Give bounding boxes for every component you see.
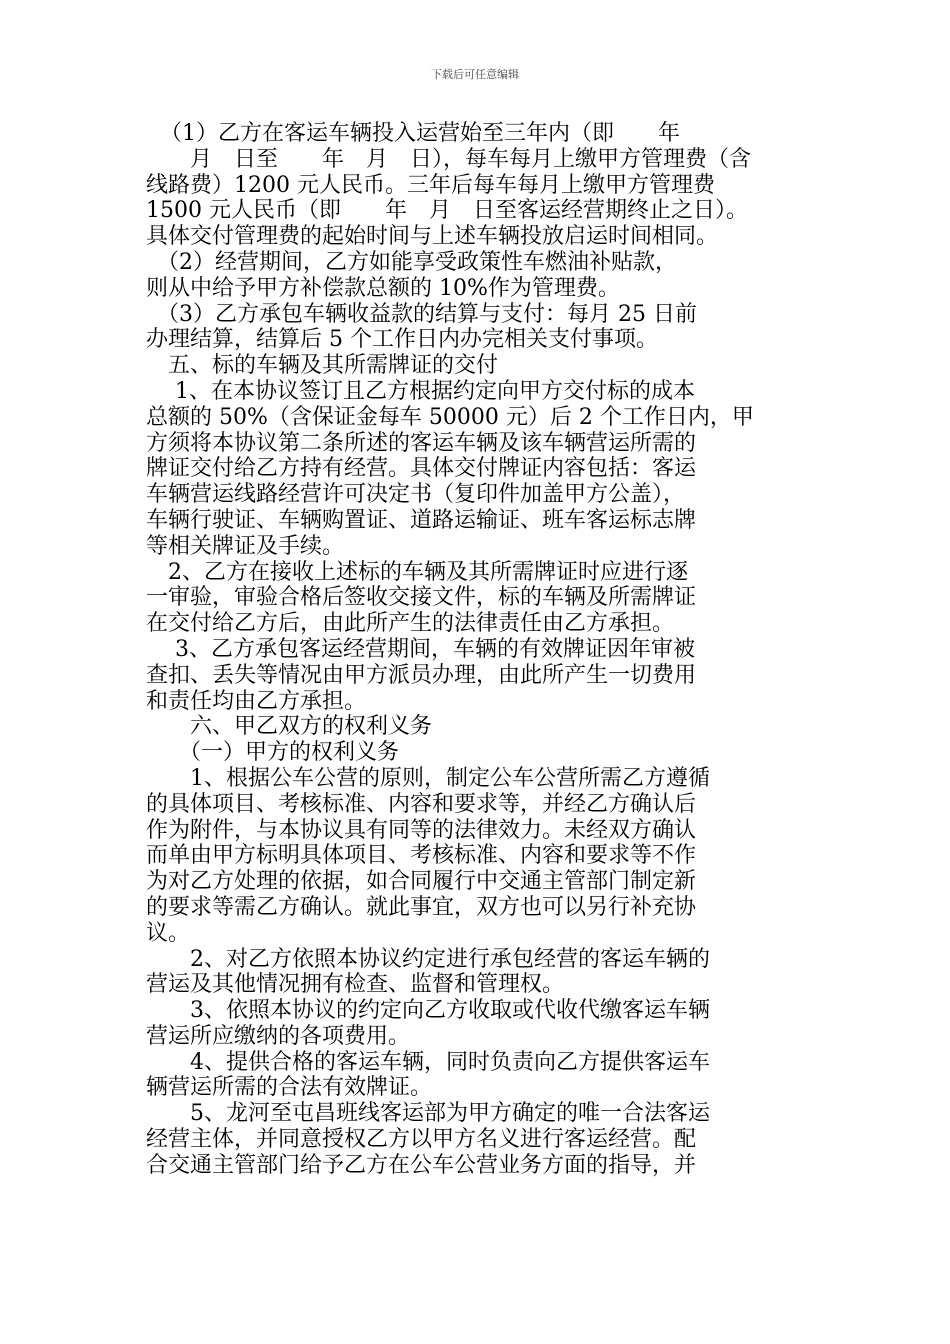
paragraph bbox=[146, 121, 810, 250]
text-line: 3、依照本协议的约定向乙方收取或代收代缴客运车辆 bbox=[146, 998, 710, 1024]
text-line: 和责任均由乙方承担。 bbox=[146, 688, 367, 714]
paragraph bbox=[146, 302, 810, 354]
text-line: 2、对乙方依照本协议约定进行承包经营的客运车辆的 bbox=[146, 946, 710, 972]
text-line: 在交付给乙方后，由此所产生的法律责任由乙方承担。 bbox=[146, 611, 675, 637]
text-line: 5、龙河至屯昌班线客运部为甲方确定的唯一合法客运 bbox=[146, 1101, 710, 1127]
text-line: 1500 元人民币（即 年 月 日至客运经营期终止之日）。 bbox=[146, 198, 748, 224]
text-line: 总额的 50%（含保证金每车 50000 元）后 2 个工作日内，甲 bbox=[146, 404, 754, 430]
text-line: 1、根据公车公营的原则，制定公车公营所需乙方遵循 bbox=[146, 765, 710, 791]
text-line: 4、提供合格的客运车辆，同时负责向乙方提供客运车 bbox=[146, 1049, 710, 1075]
text-line: （1）乙方在客运车辆投入运营始至三年内（即 年 bbox=[146, 121, 680, 146]
text-line: 五、标的车辆及其所需牌证的交付 bbox=[146, 353, 499, 379]
text-line: 六、甲乙双方的权利义务 bbox=[146, 714, 433, 740]
text-line: （3）乙方承包车辆收益款的结算与支付：每月 25 日前 bbox=[146, 301, 697, 327]
text-line: 车辆营运线路经营许可决定书（复印件加盖甲方公盖）， bbox=[146, 482, 686, 508]
paragraph bbox=[146, 379, 810, 560]
text-line: （一）甲方的权利义务 bbox=[146, 740, 400, 766]
paragraph bbox=[146, 714, 810, 740]
text-line: 辆营运所需的合法有效牌证。 bbox=[146, 1075, 433, 1101]
text-line: 为对乙方处理的依据，如合同履行中交通主管部门制定新 bbox=[146, 869, 697, 895]
text-line: 方须将本协议第二条所述的客运车辆及该车辆营运所需的 bbox=[146, 430, 697, 456]
text-line: 的要求等需乙方确认。就此事宜，双方也可以另行补充协 bbox=[146, 894, 697, 920]
text-line: 牌证交付给乙方持有经营。具体交付牌证内容包括：客运 bbox=[146, 456, 697, 482]
text-line: 线路费）1200 元人民币。三年后每车每月上缴甲方管理费 bbox=[146, 172, 715, 198]
text-line: 1、在本协议签订且乙方根据约定向甲方交付标的成本 bbox=[146, 378, 695, 404]
text-line: 月 日至 年 月 日），每车每月上缴甲方管理费（含 bbox=[146, 146, 752, 172]
text-line: 经营主体，并同意授权乙方以甲方名义进行客运经营。配 bbox=[146, 1127, 697, 1153]
paragraph bbox=[146, 250, 810, 302]
text-line: 车辆行驶证、车辆购置证、道路运输证、班车客运标志牌 bbox=[146, 507, 697, 533]
paragraph bbox=[146, 560, 810, 637]
text-line: 办理结算，结算后 5 个工作日内办完相关支付事项。 bbox=[146, 327, 658, 353]
paragraph bbox=[146, 353, 810, 379]
text-line: 2、乙方在接收上述标的车辆及其所需牌证时应进行逐 bbox=[146, 559, 688, 585]
text-line: 查扣、丢失等情况由甲方派员办理，由此所产生一切费用 bbox=[146, 662, 697, 688]
page-header: 下载后可任意编辑 bbox=[431, 68, 519, 81]
text-line: 营运所应缴纳的各项费用。 bbox=[146, 1023, 411, 1049]
paragraph bbox=[146, 998, 810, 1050]
text-line: 3、乙方承包客运经营期间，车辆的有效牌证因年审被 bbox=[146, 636, 695, 662]
paragraph bbox=[146, 637, 810, 714]
text-line: 作为附件，与本协议具有同等的法律效力。未经双方确认 bbox=[146, 817, 697, 843]
paragraph bbox=[146, 766, 810, 947]
paragraph bbox=[146, 740, 810, 766]
paragraph bbox=[146, 947, 810, 999]
text-line: 而单由甲方标明具体项目、考核标准、内容和要求等不作 bbox=[146, 843, 697, 869]
text-line: 等相关牌证及手续。 bbox=[146, 533, 345, 559]
text-line: 一审验，审验合格后签收交接文件，标的车辆及所需牌证 bbox=[146, 585, 697, 611]
paragraph bbox=[146, 1050, 810, 1102]
text-line: 的具体项目、考核标准、内容和要求等，并经乙方确认后 bbox=[146, 791, 697, 817]
text-line: 合交通主管部门给予乙方在公车公营业务方面的指导，并 bbox=[146, 1152, 697, 1178]
text-line: 具体交付管理费的起始时间与上述车辆投放启运时间相同。 bbox=[146, 224, 719, 250]
document-body bbox=[146, 121, 810, 1179]
text-line: 则从中给予甲方补偿款总额的 10%作为管理费。 bbox=[146, 275, 620, 301]
paragraph bbox=[146, 1101, 810, 1178]
text-line: 议。 bbox=[146, 920, 191, 946]
text-line: 营运及其他情况拥有检查、监督和管理权。 bbox=[146, 972, 565, 998]
text-line: （2）经营期间，乙方如能享受政策性车燃油补贴款， bbox=[146, 249, 677, 275]
